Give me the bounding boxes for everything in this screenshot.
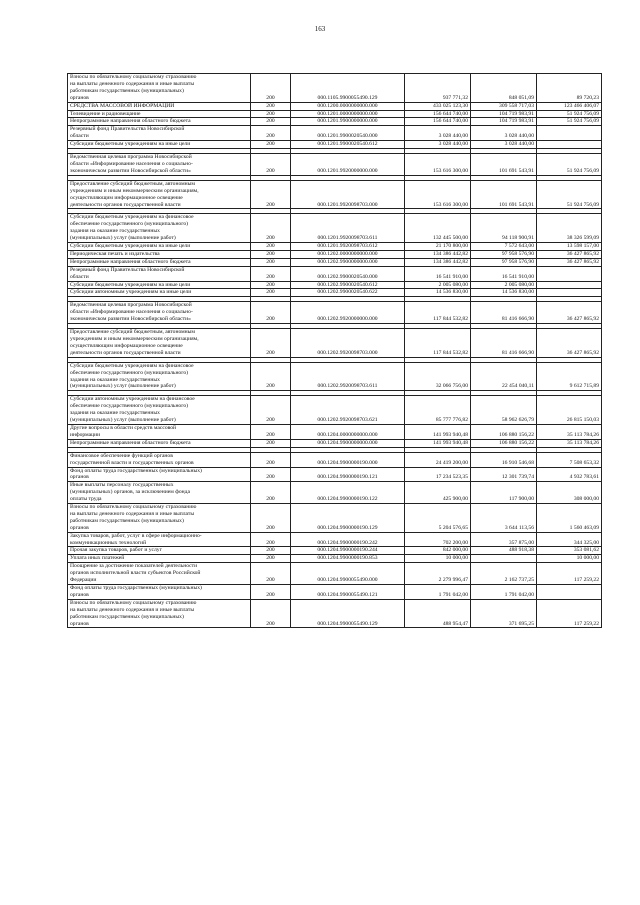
row-value1-cell: 3 028 440,00 [405, 126, 471, 141]
row-value1-cell: 5 204 576,65 [405, 504, 471, 533]
row-value2-cell: 58 962 626,79 [471, 396, 537, 425]
row-code-cell: 000.1201.9900020540.612 [291, 141, 405, 149]
row-value1-cell: 937 771,32 [405, 74, 471, 103]
row-code-cell: 000.1202.9920098703.611 [291, 362, 405, 391]
row-value2-cell: 371 695,25 [471, 599, 537, 628]
table-row [68, 214, 602, 243]
row-value3-cell: 51 924 756,09 [537, 110, 602, 118]
row-ved-cell: 200 [251, 585, 291, 600]
row-value3-cell: 36 427 865,92 [537, 302, 602, 324]
row-value3-cell: 10 000,00 [537, 555, 602, 563]
row-ved-cell: 200 [251, 424, 291, 439]
row-code-cell: 000.1201.9900020540.000 [291, 126, 405, 141]
row-value3-cell: 9 612 715,89 [537, 362, 602, 391]
table-row [68, 439, 602, 447]
row-code-cell: 000.1202.9900020540.622 [291, 289, 405, 297]
row-value2-cell: 16 541 910,00 [471, 266, 537, 281]
row-ved-cell: 200 [251, 329, 291, 358]
row-value3-cell: 1 560 463,09 [537, 504, 602, 533]
row-value2-cell: 3 644 113,56 [471, 504, 537, 533]
row-code-cell: 000.1202.9920098703.000 [291, 329, 405, 358]
row-ved-cell: 200 [251, 258, 291, 266]
table-row [68, 118, 602, 126]
row-ved-cell: 200 [251, 110, 291, 118]
row-value3-cell: 38 326 599,09 [537, 214, 602, 243]
table-row [68, 504, 602, 533]
row-name-cell: Субсидии автономным учреждениям на финансовое обеспечение государственного (муниципального) задания на оказание государственных (муниципальных) услуг (выполнение работ) [68, 396, 251, 425]
row-ved-cell: 200 [251, 599, 291, 628]
row-value3-cell [537, 126, 602, 141]
row-value1-cell: 16 541 910,00 [405, 266, 471, 281]
row-ved-cell: 200 [251, 126, 291, 141]
table-row [68, 585, 602, 600]
row-value3-cell: 117 259,22 [537, 563, 602, 585]
row-code-cell: 000.1204.0000000000.000 [291, 424, 405, 439]
row-value2-cell: 14 536 830,00 [471, 289, 537, 297]
row-value1-cell: 14 536 830,00 [405, 289, 471, 297]
row-name-cell: Предоставление субсидий бюджетным, автономным учреждениям и иным некоммерческим организациям, осуществляющим информационное освещение деятельности органов государственной власти [68, 180, 251, 209]
row-value3-cell: 123 466 406,07 [537, 102, 602, 110]
table-row [68, 289, 602, 297]
row-ved-cell: 200 [251, 266, 291, 281]
row-ved-cell: 200 [251, 482, 291, 504]
row-value3-cell: 36 427 865,92 [537, 329, 602, 358]
row-code-cell: 000.1201.9920098703.611 [291, 214, 405, 243]
row-name-cell: Фонд оплаты труда государственных (муниципальных) органов [68, 585, 251, 600]
row-name-cell: Субсидии бюджетным учреждениям на иные цели [68, 141, 251, 149]
row-value2-cell: 2 005 080,00 [471, 281, 537, 289]
row-code-cell: 000.1202.9900020540.612 [291, 281, 405, 289]
row-value1-cell: 141 993 940,48 [405, 424, 471, 439]
row-name-cell: Прочая закупка товаров, работ и услуг [68, 547, 251, 555]
row-value3-cell: 51 924 756,09 [537, 118, 602, 126]
row-value2-cell: 81 416 666,90 [471, 302, 537, 324]
row-value2-cell [471, 555, 537, 563]
row-code-cell: 000.1201.0000000000.000 [291, 110, 405, 118]
row-value2-cell: 106 880 156,22 [471, 439, 537, 447]
row-code-cell: 000.1204.9900000000.000 [291, 439, 405, 447]
row-value3-cell: 7 508 653,32 [537, 452, 602, 467]
row-value3-cell [537, 266, 602, 281]
row-value1-cell: 32 066 756,00 [405, 362, 471, 391]
table-row [68, 281, 602, 289]
row-value1-cell: 156 644 740,00 [405, 110, 471, 118]
row-value1-cell: 156 644 740,00 [405, 118, 471, 126]
row-ved-cell: 200 [251, 250, 291, 258]
row-ved-cell: 200 [251, 118, 291, 126]
row-name-cell: Уплата иных платежей [68, 555, 251, 563]
row-value2-cell: 106 880 156,22 [471, 424, 537, 439]
row-ved-cell: 200 [251, 154, 291, 176]
row-value2-cell: 104 719 983,91 [471, 118, 537, 126]
row-value3-cell: 4 932 783,61 [537, 467, 602, 482]
row-value1-cell: 842 000,00 [405, 547, 471, 555]
row-value1-cell: 21 170 800,00 [405, 243, 471, 251]
row-value1-cell: 153 616 300,00 [405, 180, 471, 209]
row-value2-cell: 97 958 576,90 [471, 258, 537, 266]
row-value1-cell: 1 791 042,00 [405, 585, 471, 600]
row-value3-cell [537, 289, 602, 297]
row-ved-cell: 200 [251, 214, 291, 243]
table-row [68, 396, 602, 425]
table-row [68, 74, 602, 103]
row-code-cell: 000.1204.9900000190.242 [291, 532, 405, 547]
row-code-cell: 000.1200.0000000000.000 [291, 102, 405, 110]
table-body [68, 74, 602, 628]
row-value1-cell: 134 386 442,82 [405, 258, 471, 266]
row-name-cell: Резервный фонд Правительства Новосибирской области [68, 126, 251, 141]
table-row [68, 362, 602, 391]
row-name-cell: Предоставление субсидий бюджетным, автономным учреждениям и иным некоммерческим организациям, осуществляющим информационное освещение деятельности органов государственной власти [68, 329, 251, 358]
table-row [68, 243, 602, 251]
table-row [68, 180, 602, 209]
row-ved-cell: 200 [251, 243, 291, 251]
table-row [68, 250, 602, 258]
row-value1-cell: 10 000,00 [405, 555, 471, 563]
row-value1-cell: 488 954,47 [405, 599, 471, 628]
row-value2-cell: 2 162 737,25 [471, 563, 537, 585]
row-value1-cell: 2 279 996,47 [405, 563, 471, 585]
row-code-cell: 000.1204.9900000190.000 [291, 452, 405, 467]
row-ved-cell: 200 [251, 396, 291, 425]
table-row [68, 141, 602, 149]
row-code-cell: 000.1204.9900055490.000 [291, 563, 405, 585]
row-name-cell: Взносы по обязательному социальному страхованию на выплаты денежного содержания и иные выплаты работникам государственных (муниципальных) органов [68, 599, 251, 628]
row-value3-cell: 308 000,00 [537, 482, 602, 504]
row-code-cell: 000.1202.9920098703.621 [291, 396, 405, 425]
row-value1-cell: 153 616 300,00 [405, 154, 471, 176]
row-value1-cell: 433 025 123,30 [405, 102, 471, 110]
row-value2-cell: 488 918,38 [471, 547, 537, 555]
row-name-cell: Субсидии автономным учреждениям на иные цели [68, 289, 251, 297]
row-name-cell: Субсидии бюджетным учреждениям на иные цели [68, 281, 251, 289]
table-row [68, 126, 602, 141]
row-code-cell: 000.1201.9900000000.000 [291, 118, 405, 126]
row-ved-cell: 200 [251, 504, 291, 533]
row-name-cell: Закупка товаров, работ, услуг в сфере информационно- коммуникационных технологий [68, 532, 251, 547]
row-value3-cell: 117 259,22 [537, 599, 602, 628]
row-code-cell: 000.1105.9900055490.129 [291, 74, 405, 103]
row-name-cell: Субсидии бюджетным учреждениям на иные цели [68, 243, 251, 251]
row-value1-cell: 3 028 440,00 [405, 141, 471, 149]
row-value1-cell: 425 900,00 [405, 482, 471, 504]
row-name-cell: Взносы по обязательному социальному страхованию на выплаты денежного содержания и иные выплаты работникам государственных (муниципальных) органов [68, 504, 251, 533]
row-value3-cell [537, 281, 602, 289]
row-value2-cell: 22 454 040,11 [471, 362, 537, 391]
row-ved-cell: 200 [251, 141, 291, 149]
page-number: 163 [314, 25, 326, 33]
row-name-cell: Субсидии бюджетным учреждениям на финансовое обеспечение государственного (муниципального) задания на оказание государственных (муниципальных) услуг (выполнение работ) [68, 214, 251, 243]
row-value3-cell: 51 924 756,09 [537, 180, 602, 209]
row-value2-cell: 3 028 440,00 [471, 126, 537, 141]
table-row [68, 563, 602, 585]
row-name-cell: Поощрение за достижение показателей деятельности органов исполнительной власти субъектов Российской Федерации [68, 563, 251, 585]
table-row [68, 154, 602, 176]
row-value2-cell: 104 719 983,91 [471, 110, 537, 118]
row-value2-cell: 94 118 900,91 [471, 214, 537, 243]
row-name-cell: Иные выплаты персоналу государственных (муниципальных) органов, за исключением фонда оплаты труда [68, 482, 251, 504]
row-value3-cell: 51 924 756,09 [537, 154, 602, 176]
table-row [68, 424, 602, 439]
row-ved-cell: 200 [251, 532, 291, 547]
table-row [68, 467, 602, 482]
table-row [68, 110, 602, 118]
row-value2-cell: 1 791 042,00 [471, 585, 537, 600]
table-row [68, 547, 602, 555]
table-row [68, 102, 602, 110]
row-value1-cell: 24 419 200,00 [405, 452, 471, 467]
row-code-cell: 000.1204.9900000190.853 [291, 555, 405, 563]
row-code-cell: 000.1201.9920098703.612 [291, 243, 405, 251]
row-value1-cell: 702 200,00 [405, 532, 471, 547]
row-ved-cell: 200 [251, 439, 291, 447]
row-code-cell: 000.1201.9920000000.000 [291, 154, 405, 176]
row-value3-cell: 36 427 865,92 [537, 250, 602, 258]
row-value2-cell: 848 051,09 [471, 74, 537, 103]
row-code-cell: 000.1204.9900000190.121 [291, 467, 405, 482]
row-name-cell: Фонд оплаты труда государственных (муниципальных) органов [68, 467, 251, 482]
row-code-cell: 000.1204.9900055490.129 [291, 599, 405, 628]
row-ved-cell: 200 [251, 289, 291, 297]
row-code-cell: 000.1204.9900055490.121 [291, 585, 405, 600]
row-name-cell: Непрограммные направления областного бюджета [68, 258, 251, 266]
row-name-cell: Непрограммные направления областного бюджета [68, 439, 251, 447]
table-row [68, 302, 602, 324]
row-value2-cell: 81 416 666,90 [471, 329, 537, 358]
row-code-cell: 000.1204.9900000190.122 [291, 482, 405, 504]
row-ved-cell: 200 [251, 281, 291, 289]
row-ved-cell: 200 [251, 452, 291, 467]
row-name-cell: Непрограммные направления областного бюджета [68, 118, 251, 126]
row-ved-cell: 200 [251, 563, 291, 585]
row-value1-cell: 132 445 500,00 [405, 214, 471, 243]
row-value1-cell: 85 777 776,82 [405, 396, 471, 425]
row-value1-cell: 134 386 442,82 [405, 250, 471, 258]
table-row [68, 452, 602, 467]
row-value2-cell: 12 301 739,74 [471, 467, 537, 482]
row-code-cell: 000.1202.9900000000.000 [291, 258, 405, 266]
row-ved-cell: 200 [251, 74, 291, 103]
row-ved-cell: 200 [251, 180, 291, 209]
row-name-cell: Ведомственная целевая программа Новосибирской области «Информирование населения о социально- экономическом развитии Новосибирской области» [68, 154, 251, 176]
row-ved-cell: 200 [251, 302, 291, 324]
row-value3-cell: 89 720,23 [537, 74, 602, 103]
row-name-cell: СРЕДСТВА МАССОВОЙ ИНФОРМАЦИИ [68, 102, 251, 110]
row-code-cell: 000.1202.0000000000.000 [291, 250, 405, 258]
row-value2-cell: 3 028 440,00 [471, 141, 537, 149]
row-value3-cell: 26 815 150,03 [537, 396, 602, 425]
row-value3-cell: 13 598 157,00 [537, 243, 602, 251]
row-value2-cell: 101 691 543,91 [471, 180, 537, 209]
row-value3-cell [537, 585, 602, 600]
row-value2-cell: 309 558 717,03 [471, 102, 537, 110]
row-ved-cell: 200 [251, 362, 291, 391]
table-row [68, 482, 602, 504]
row-name-cell: Взносы по обязательному социальному страхованию на выплаты денежного содержания и иные выплаты работникам государственных (муниципальных) органов [68, 74, 251, 103]
row-value3-cell [537, 141, 602, 149]
row-value3-cell: 353 081,62 [537, 547, 602, 555]
table-row [68, 555, 602, 563]
row-value1-cell: 2 005 080,00 [405, 281, 471, 289]
row-name-cell: Резервный фонд Правительства Новосибирской области [68, 266, 251, 281]
row-value2-cell: 7 572 643,00 [471, 243, 537, 251]
row-ved-cell: 200 [251, 547, 291, 555]
row-name-cell: Другие вопросы в области средств массовой информации [68, 424, 251, 439]
row-value1-cell: 117 844 532,82 [405, 302, 471, 324]
row-code-cell: 000.1202.9920000000.000 [291, 302, 405, 324]
row-value2-cell: 357 875,00 [471, 532, 537, 547]
row-value1-cell: 117 844 532,82 [405, 329, 471, 358]
row-code-cell: 000.1201.9920098703.000 [291, 180, 405, 209]
row-name-cell: Телевидение и радиовещание [68, 110, 251, 118]
row-ved-cell: 200 [251, 102, 291, 110]
row-value2-cell: 97 958 576,90 [471, 250, 537, 258]
row-name-cell: Субсидии бюджетным учреждениям на финансовое обеспечение государственного (муниципального) задания на оказание государственных (муниципальных) услуг (выполнение работ) [68, 362, 251, 391]
table-row [68, 329, 602, 358]
budget-table [67, 73, 602, 628]
table-row [68, 258, 602, 266]
table-row [68, 266, 602, 281]
row-value1-cell: 141 993 940,48 [405, 439, 471, 447]
row-value3-cell: 344 325,00 [537, 532, 602, 547]
row-value3-cell: 35 113 784,26 [537, 424, 602, 439]
row-value2-cell: 16 910 546,68 [471, 452, 537, 467]
row-value2-cell: 117 900,00 [471, 482, 537, 504]
row-name-cell: Периодическая печать и издательства [68, 250, 251, 258]
row-value2-cell: 101 691 543,91 [471, 154, 537, 176]
table-row [68, 532, 602, 547]
row-value3-cell: 35 113 784,26 [537, 439, 602, 447]
row-value1-cell: 17 234 523,35 [405, 467, 471, 482]
row-code-cell: 000.1202.9900020540.000 [291, 266, 405, 281]
table-row [68, 599, 602, 628]
row-name-cell: Ведомственная целевая программа Новосибирской области «Информирование населения о социально- экономическом развитии Новосибирской области» [68, 302, 251, 324]
row-ved-cell: 200 [251, 467, 291, 482]
row-code-cell: 000.1204.9900000190.129 [291, 504, 405, 533]
row-value3-cell: 36 427 865,92 [537, 258, 602, 266]
row-ved-cell: 200 [251, 555, 291, 563]
row-name-cell: Финансовое обеспечение функций органов государственной власти и государственных органов [68, 452, 251, 467]
row-code-cell: 000.1204.9900000190.244 [291, 547, 405, 555]
